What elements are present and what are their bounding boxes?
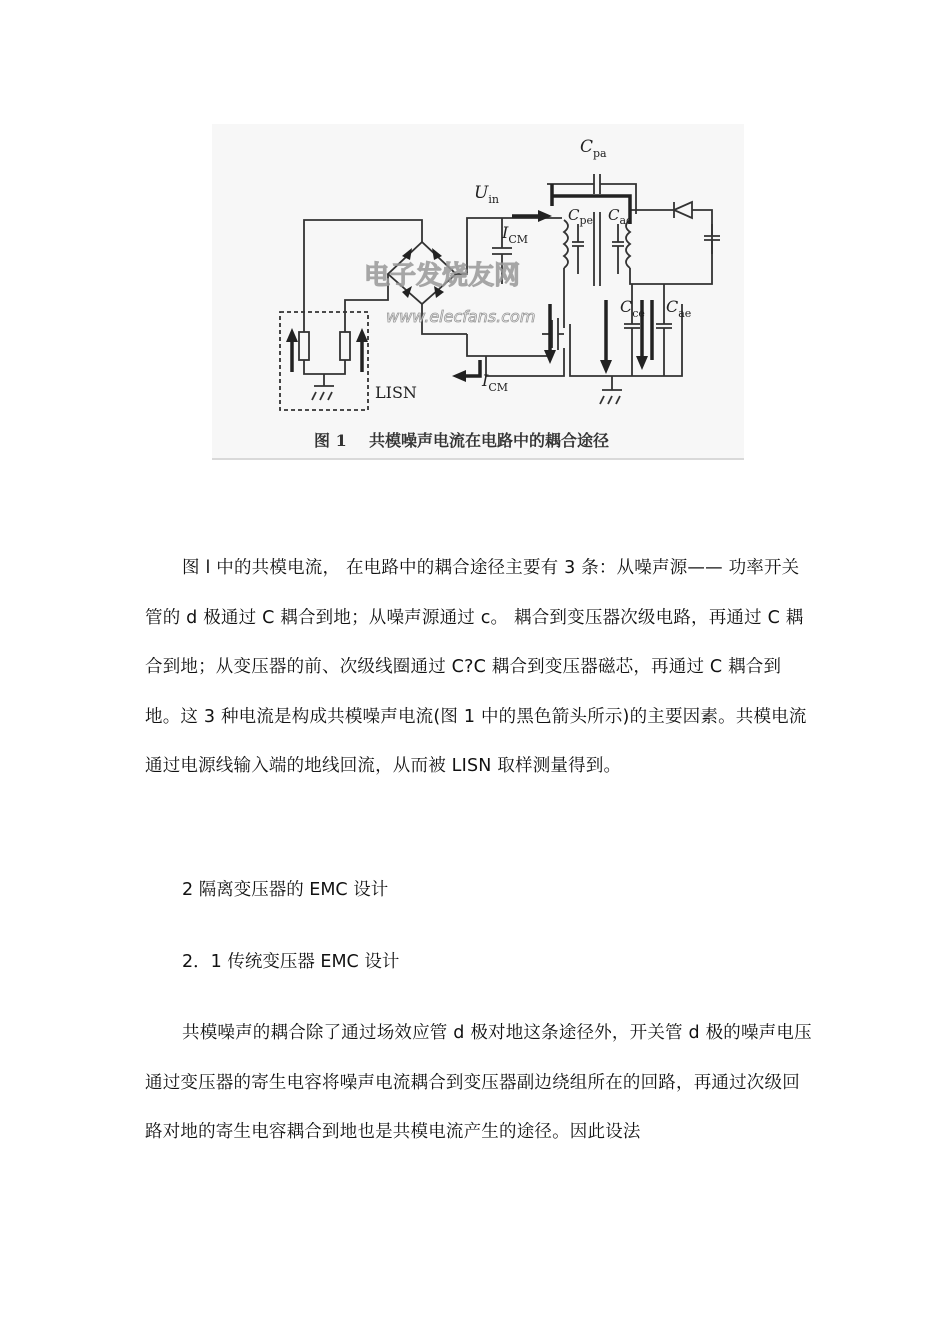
paragraph-1: 图 l 中的共模电流， 在电路中的耦合途径主要有 3 条：从噪声源—— 功率开关管的 d 极通过 C 耦合到地；从噪声源通过 c。 耦合到变压器次级电路，再通过 C 耦合到地；从变压器的前、次级线圈通过 C?C 耦合到变压器磁芯，再通过 C 耦合到地。这 3 种电流是构成共模噪声电流(图 1 中的黑色箭头所示)的主要因素。共模电流通过电源线输入端的地线回流，从而被 LISN 取样测量得到。: [145, 558, 807, 776]
cae-label: $C_{ae}$: [666, 297, 692, 320]
circuit-diagram: [212, 124, 744, 460]
paragraph-2: 共模噪声的耦合除了通过场效应管 d 极对地这条途径外，开关管 d 极的噪声电压通过变压器的寄生电容将噪声电流耦合到变压器副边绕组所在的回路，再通过次级回路对地的寄生电容耦合到地也是共模电流产生的途径。因此设法: [145, 1023, 812, 1142]
icm-bottom-label: $I_{CM}$: [482, 371, 509, 394]
cce-label: $C_{ce}$: [620, 297, 645, 320]
cpe-label: $C_{pe}$: [568, 206, 594, 227]
figure-caption: 图 1 共模噪声电流在电路中的耦合途径: [314, 431, 609, 450]
watermark-cn: 电子发烧友网: [364, 261, 521, 291]
uin-label: $U_{in}$: [474, 183, 499, 206]
circuit-figure: [212, 124, 744, 460]
section-heading-2: 2 隔离变压器的 EMC 设计: [182, 880, 389, 900]
lisn-label: LISN: [375, 383, 417, 402]
watermark-url: www.elecfans.com: [386, 307, 536, 326]
cac-label: $C_{ac}$: [608, 206, 633, 227]
section-heading-2-1: 2．1 传统变压器 EMC 设计: [182, 952, 400, 972]
icm-top-label: $I_{CM}$: [502, 223, 529, 246]
cpa-label: $C_{pa}$: [580, 137, 607, 160]
